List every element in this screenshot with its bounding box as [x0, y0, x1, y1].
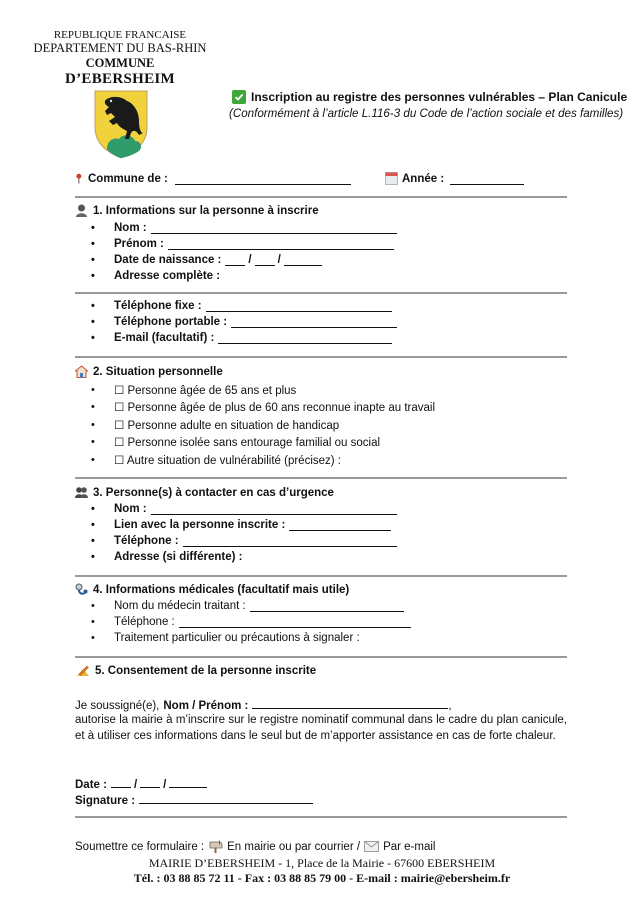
footer-address: MAIRIE D’EBERSHEIM - 1, Place de la Mairie - 67600 EBERSHEIM	[148, 856, 496, 870]
telephone-portable-input[interactable]	[231, 316, 397, 328]
consent-name-label: Nom / Prénom :	[163, 700, 249, 712]
contact-telephone-input[interactable]	[183, 535, 397, 547]
nom-input[interactable]	[151, 222, 397, 234]
telephone-fixe-label: Téléphone fixe :	[114, 300, 202, 312]
divider	[75, 292, 567, 294]
signature-label: Signature :	[75, 795, 136, 807]
section-1-title	[75, 204, 319, 217]
mailbox-icon	[208, 840, 223, 853]
submit-instructions	[75, 840, 435, 853]
section-3-list	[91, 501, 397, 565]
prenom-input[interactable]	[168, 238, 394, 250]
list-item: • Lien avec la personne inscrite :	[91, 517, 397, 533]
annee-input[interactable]	[450, 173, 524, 185]
divider	[75, 656, 567, 658]
divider	[75, 575, 567, 577]
contact-adresse-label: Adresse (si différente) :	[114, 551, 243, 563]
prenom-label: Prénom :	[114, 238, 164, 250]
list-item: • Traitement particulier ou précautions à signaler :	[91, 632, 360, 644]
section-1-list	[91, 220, 397, 284]
consent-paragraph: autorise la mairie à m’inscrire sur le registre nominatif communal dans le cadre du plan canicule, et à utiliser ces informations dans le seul but de m’apporter assistance en cas de forte chaleur.	[75, 714, 567, 742]
divider	[75, 356, 567, 358]
section-3-title	[75, 486, 334, 499]
form-title-text: Inscription au registre des personnes vulnérables – Plan Canicule	[251, 90, 628, 104]
medecin-label: Nom du médecin traitant :	[114, 600, 246, 612]
section-1-title-text: 1. Informations sur la personne à inscrire	[93, 204, 319, 217]
adresse-label: Adresse complète :	[114, 270, 221, 282]
section-1-contact-list	[91, 298, 397, 346]
list-item: • Téléphone :	[91, 533, 397, 549]
section-4-title	[75, 583, 349, 596]
lien-input[interactable]	[289, 519, 391, 531]
birth-month-input[interactable]	[255, 254, 275, 266]
pushpin-icon	[75, 172, 85, 185]
commune-label: Commune de :	[88, 172, 168, 185]
header-commune-name: D’EBERSHEIM	[65, 71, 175, 87]
calendar-icon	[385, 172, 398, 185]
stethoscope-icon	[75, 583, 88, 596]
date-naissance-label: Date de naissance :	[114, 254, 222, 266]
form-title-block	[229, 90, 628, 120]
form-subtitle: (Conformément à l’article L.116-3 du Code de l’action sociale et des familles)	[229, 107, 624, 120]
checkbox-option-autre[interactable]: • ☐ Autre situation de vulnérabilité (précisez) :	[91, 453, 342, 467]
list-item: • Nom :	[91, 501, 397, 517]
submit-option-mail: En mairie ou par courrier /	[227, 840, 361, 853]
divider	[75, 816, 567, 818]
pencil-writing-icon	[75, 664, 90, 677]
list-item: • Adresse (si différente) :	[91, 551, 243, 563]
commune-field	[75, 172, 351, 185]
consent-date-field: Date : / /	[75, 776, 207, 791]
section-4-title-text: 4. Informations médicales (facultatif mais utile)	[93, 583, 350, 596]
envelope-icon	[364, 841, 379, 852]
list-item: • Date de naissance : / /	[91, 252, 397, 268]
commune-input[interactable]	[175, 173, 351, 185]
email-label: E-mail (facultatif) :	[114, 332, 215, 344]
list-item: • Adresse complète :	[91, 270, 221, 282]
lien-label: Lien avec la personne inscrite :	[114, 519, 286, 531]
form-title	[232, 90, 627, 104]
list-item: • Téléphone fixe :	[91, 298, 397, 314]
checkbox-option-60plus-inapte[interactable]: • ☐ Personne âgée de plus de 60 ans reconnue inapte au travail	[91, 401, 436, 415]
checkbox-option-isolee[interactable]: • ☐ Personne isolée sans entourage familial ou social	[91, 436, 381, 450]
medecin-input[interactable]	[250, 600, 404, 612]
divider	[75, 477, 567, 479]
submit-option-email: Par e-mail	[383, 840, 436, 853]
house-icon	[75, 365, 88, 378]
traitement-label: Traitement particulier ou précautions à signaler :	[114, 632, 360, 644]
annee-label: Année :	[402, 172, 445, 185]
list-item: • Nom :	[91, 220, 397, 236]
section-2-title	[75, 365, 223, 378]
list-item: • Téléphone :	[91, 614, 411, 630]
consent-year-input[interactable]	[169, 776, 207, 788]
list-item: • Nom du médecin traitant :	[91, 598, 411, 614]
list-item: • E-mail (facultatif) :	[91, 330, 397, 346]
header-republique: REPUBLIQUE FRANCAISE	[53, 29, 187, 41]
signature-field	[75, 792, 313, 807]
coat-of-arms-icon	[93, 89, 149, 159]
nom-label: Nom :	[114, 222, 147, 234]
medecin-telephone-input[interactable]	[179, 616, 411, 628]
telephone-fixe-input[interactable]	[206, 300, 392, 312]
checkbox-option-handicap[interactable]: • ☐ Personne adulte en situation de handicap	[91, 418, 340, 432]
divider	[75, 196, 567, 198]
footer-contact: Tél. : 03 88 85 72 11 - Fax : 03 88 85 79 00 - E-mail : mairie@ebersheim.fr	[133, 871, 511, 885]
person-icon	[75, 204, 88, 217]
section-5-title	[75, 664, 316, 677]
section-4-list	[91, 598, 411, 646]
header-commune: COMMUNE	[85, 56, 155, 70]
header-departement: DEPARTEMENT DU BAS-RHIN	[33, 41, 207, 55]
checkbox-option-65plus[interactable]: • ☐ Personne âgée de 65 ans et plus	[91, 383, 297, 397]
submit-label: Soumettre ce formulaire :	[75, 840, 205, 853]
birth-year-input[interactable]	[284, 254, 322, 266]
section-2-title-text: 2. Situation personnelle	[93, 365, 223, 378]
consent-month-input[interactable]	[140, 776, 160, 788]
consent-day-input[interactable]	[111, 776, 131, 788]
section-3-title-text: 3. Personne(s) à contacter en cas d’urgence	[93, 486, 334, 499]
section-2-list	[91, 381, 435, 469]
contact-nom-input[interactable]	[151, 503, 397, 515]
medecin-telephone-label: Téléphone :	[114, 616, 175, 628]
consent-date-label: Date :	[75, 779, 107, 791]
consent-name-input[interactable]	[252, 697, 448, 709]
check-mark-icon	[232, 90, 246, 104]
list-item: • Téléphone portable :	[91, 314, 397, 330]
section-5-title-text: 5. Consentement de la personne inscrite	[95, 664, 317, 677]
birth-day-input[interactable]	[225, 254, 245, 266]
people-icon	[75, 486, 88, 499]
list-item: • Prénom :	[91, 236, 397, 252]
signature-input[interactable]	[139, 792, 313, 804]
contact-nom-label: Nom :	[114, 503, 147, 515]
email-input[interactable]	[218, 332, 392, 344]
contact-telephone-label: Téléphone :	[114, 535, 179, 547]
consent-name-line: Je soussigné(e), Nom / Prénom : ,	[75, 697, 452, 712]
telephone-portable-label: Téléphone portable :	[114, 316, 228, 328]
annee-field	[385, 172, 524, 185]
consent-intro: Je soussigné(e),	[75, 700, 160, 712]
